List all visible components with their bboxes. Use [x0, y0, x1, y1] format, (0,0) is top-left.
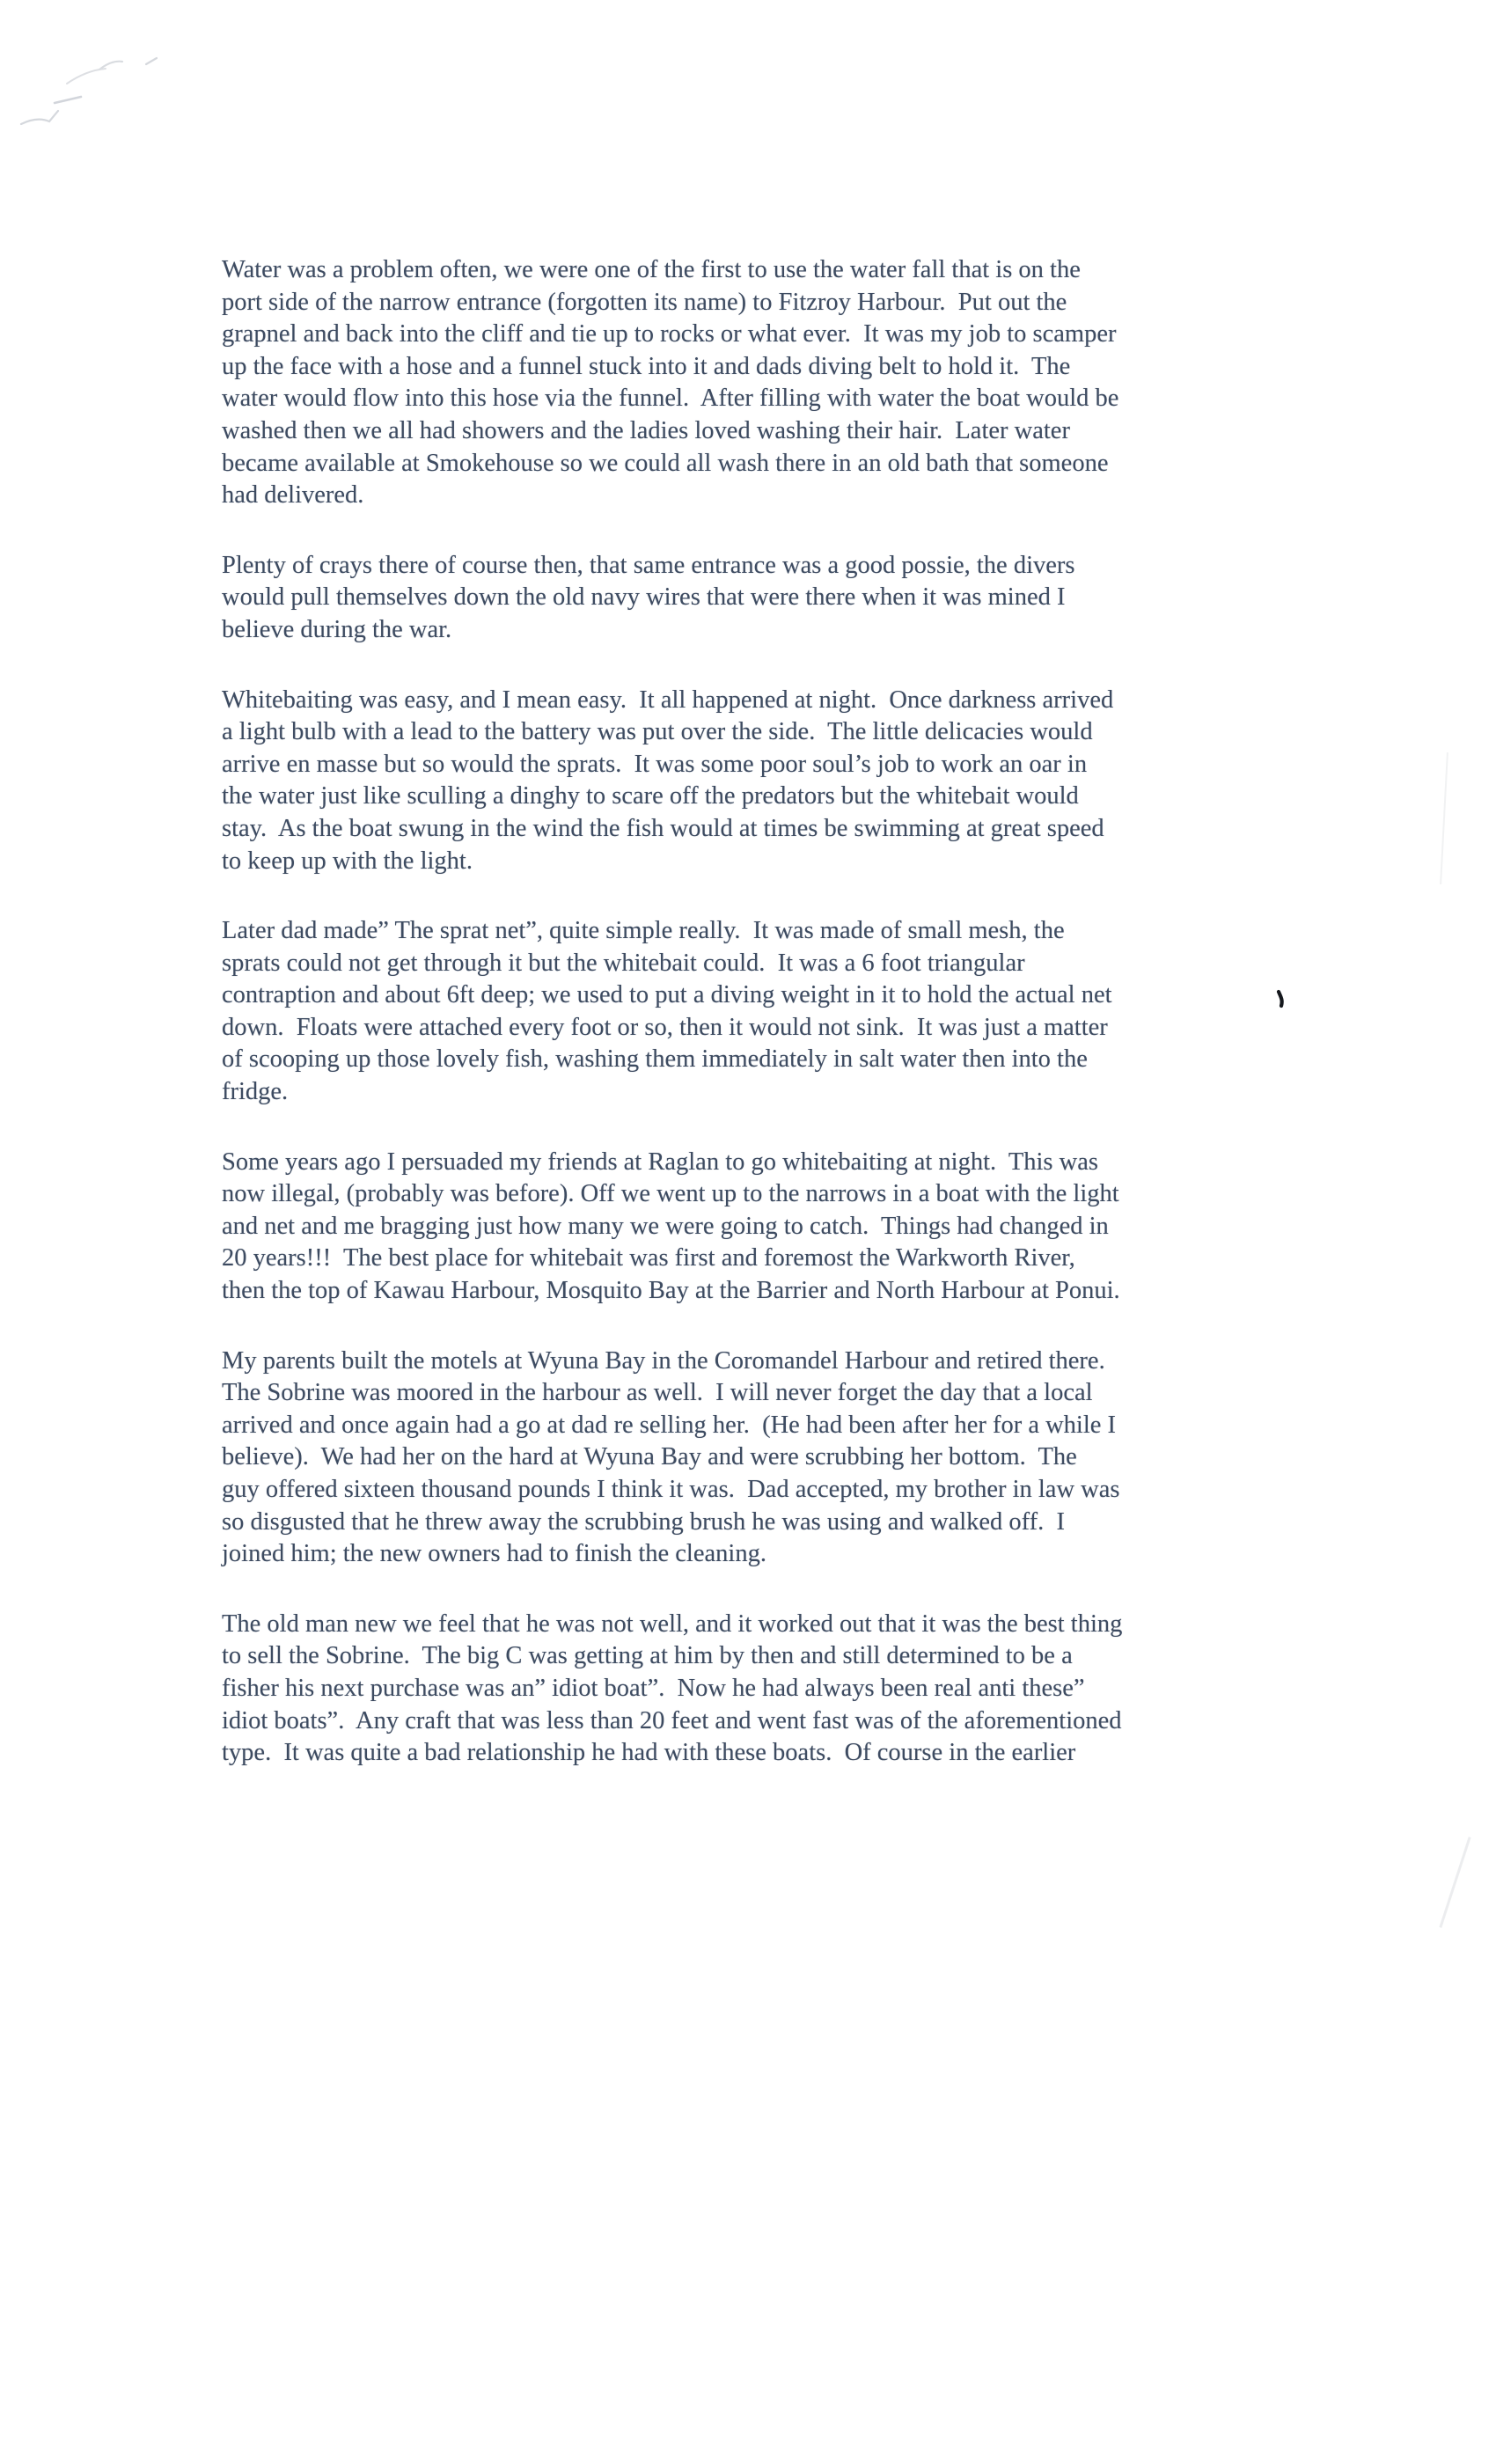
text-line: The old man new we feel that he was not well, and it worked out that it was the best thing: [222, 1610, 1123, 1638]
text-line: believe during the war.: [222, 615, 452, 643]
text-line: to keep up with the light.: [222, 847, 473, 875]
text-line: then the top of Kawau Harbour, Mosquito Bay at the Barrier and North Harbour at Ponui.: [222, 1277, 1120, 1305]
text-line: Water was a problem often, we were one of the first to use the water fall that is on the: [222, 256, 1081, 283]
text-line: to sell the Sobrine. The big C was getting at him by then and still determined to be a: [222, 1642, 1073, 1670]
text-line: joined him; the new owners had to finish the cleaning.: [222, 1540, 766, 1568]
text-line: fisher his next purchase was an” idiot boat”. Now he had always been real anti these”: [222, 1674, 1085, 1702]
text-line: fridge.: [222, 1078, 289, 1106]
paragraph-7: [222, 1609, 1313, 1770]
text-line: down. Floats were attached every foot or so, then it would not sink. It was just a matter: [222, 1013, 1108, 1041]
text-line: 20 years!!! The best place for whitebait was first and foremost the Warkworth River,: [222, 1244, 1075, 1272]
text-line: stay. As the boat swung in the wind the fish would at times be swimming at great speed: [222, 814, 1104, 842]
scan-streak-mark: [1440, 752, 1448, 884]
text-line: so disgusted that he threw away the scrubbing brush he was using and walked off. I: [222, 1507, 1065, 1536]
text-line: sprats could not get through it but the whitebait could. It was a 6 foot triangular: [222, 949, 1025, 977]
text-line: grapnel and back into the cliff and tie up to rocks or what ever. It was my job to scamper: [222, 320, 1117, 348]
text-line: contraption and about 6ft deep; we used to put a diving weight in it to hold the actual net: [222, 981, 1112, 1009]
paragraph-4: [222, 915, 1313, 1109]
paragraph-5: [222, 1147, 1313, 1308]
text-line: the water just like sculling a dinghy to scare off the predators but the whitebait would: [222, 782, 1079, 810]
text-line: and net and me bragging just how many we were going to catch. Things had changed in: [222, 1212, 1109, 1240]
paragraph-3: [222, 685, 1313, 878]
text-line: port side of the narrow entrance (forgotten its name) to Fitzroy Harbour. Put out the: [222, 288, 1067, 316]
text-line: My parents built the motels at Wyuna Bay in the Coromandel Harbour and retired there.: [222, 1346, 1105, 1375]
pencil-scribble-mark: [16, 40, 174, 145]
text-line: of scooping up those lovely fish, washing them immediately in salt water then into the: [222, 1045, 1088, 1074]
text-line: Plenty of crays there of course then, that same entrance was a good possie, the divers: [222, 551, 1075, 579]
text-line: type. It was quite a bad relationship he had with these boats. Of course in the earlier: [222, 1739, 1076, 1767]
text-line: guy offered sixteen thousand pounds I think it was. Dad accepted, my brother in law was: [222, 1476, 1120, 1503]
text-line: The Sobrine was moored in the harbour as well. I will never forget the day that a local: [222, 1379, 1093, 1407]
paragraph-6: [222, 1346, 1313, 1571]
text-line: Later dad made” The sprat net”, quite simple really. It was made of small mesh, the: [222, 917, 1065, 945]
text-line: arrive en masse but so would the sprats. It was some poor soul’s job to work an oar in: [222, 750, 1088, 778]
text-line: idiot boats”. Any craft that was less than 20 feet and went fast was of the aforementioned: [222, 1706, 1122, 1734]
text-line: up the face with a hose and a funnel stuck into it and dads diving belt to hold it. The: [222, 352, 1071, 380]
text-line: had delivered.: [222, 481, 364, 510]
text-line: water would flow into this hose via the funnel. After filling with water the boat would be: [222, 385, 1119, 413]
scan-streak-mark: [1439, 1837, 1470, 1928]
text-line: a light bulb with a lead to the battery was put over the side. The little delicacies would: [222, 718, 1093, 746]
text-line: washed then we all had showers and the ladies loved washing their hair. Later water: [222, 416, 1070, 444]
text-line: arrived and once again had a go at dad re selling her. (He had been after her for a while I: [222, 1411, 1117, 1439]
paragraph-1: [222, 254, 1313, 512]
text-line: Some years ago I persuaded my friends at Raglan to go whitebaiting at night. This was: [222, 1148, 1098, 1176]
text-line: believe). We had her on the hard at Wyuna Bay and were scrubbing her bottom. The: [222, 1443, 1077, 1471]
paragraph-2: [222, 550, 1313, 647]
text-line: now illegal, (probably was before). Off we went up to the narrows in a boat with the light: [222, 1180, 1119, 1208]
text-block: [222, 254, 1313, 1808]
text-line: would pull themselves down the old navy wires that were there when it was mined I: [222, 583, 1066, 612]
text-line: became available at Smokehouse so we could all wash there in an old bath that someone: [222, 449, 1109, 477]
ink-speck-mark: [1275, 989, 1287, 1010]
text-line: Whitebaiting was easy, and I mean easy. It all happened at night. Once darkness arrived: [222, 686, 1114, 714]
